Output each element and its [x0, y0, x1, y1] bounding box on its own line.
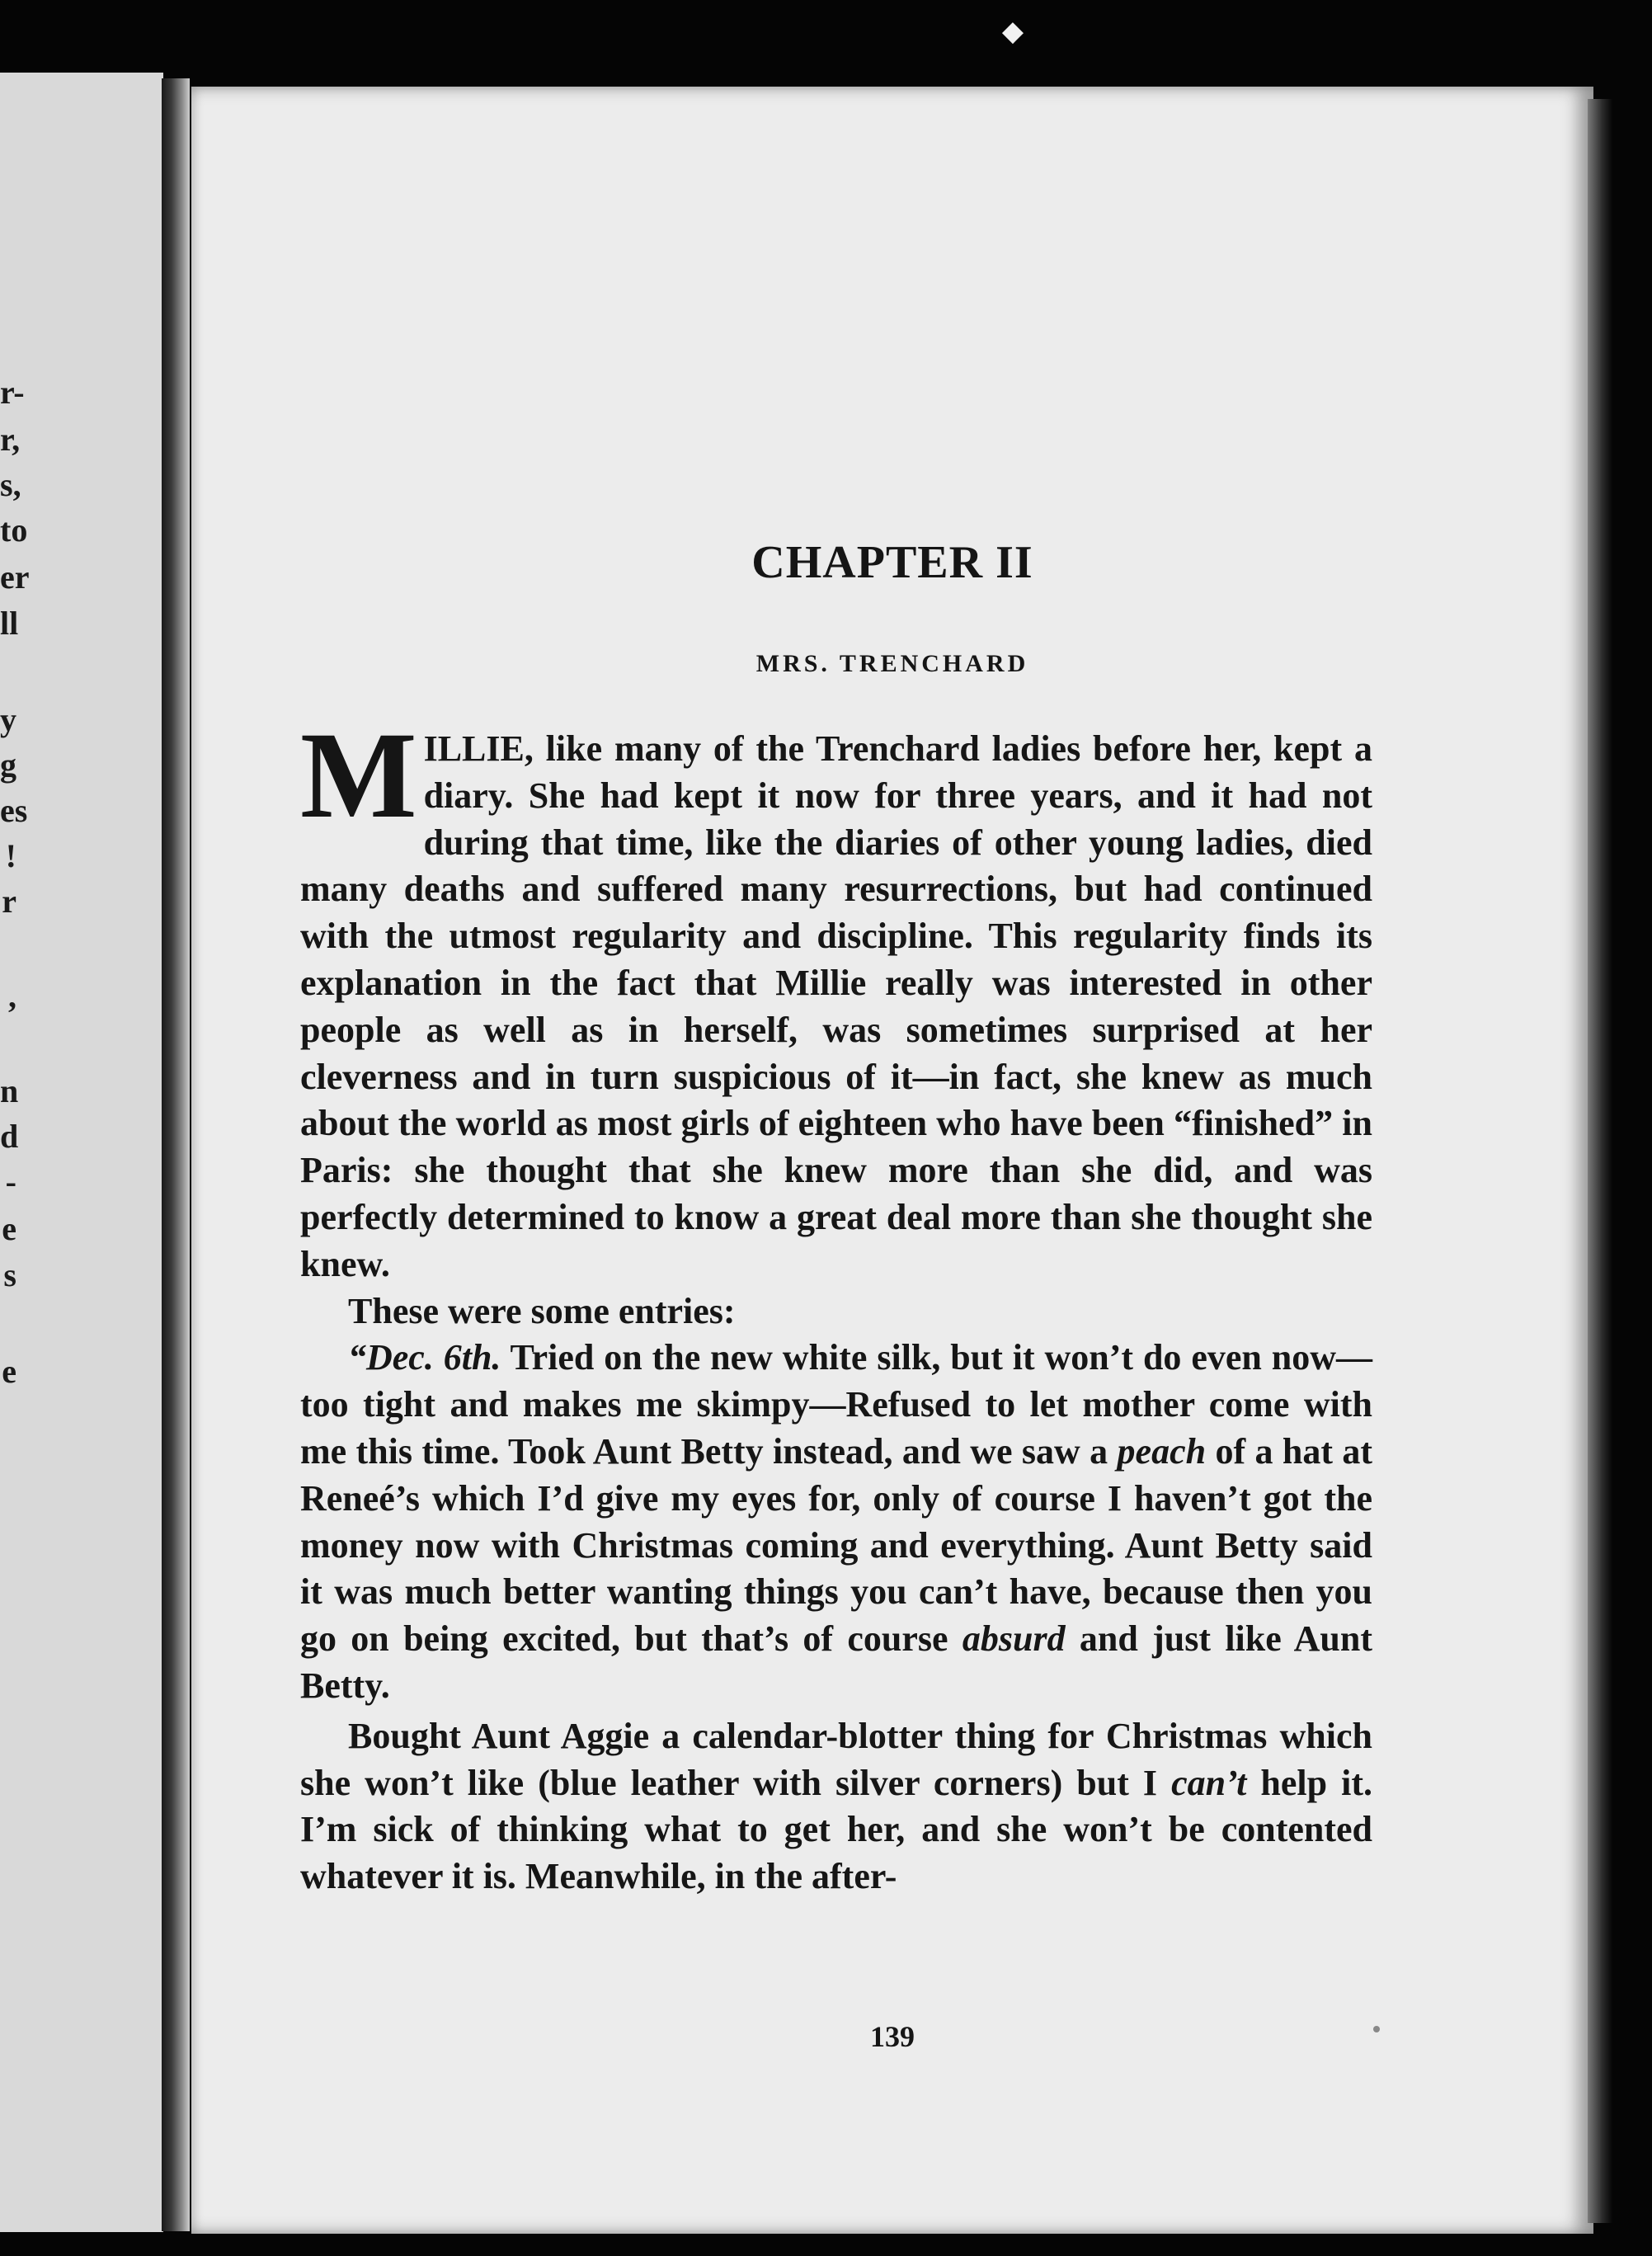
left-fragment: , — [8, 977, 16, 1015]
chapter-title: CHAPTER II — [751, 537, 1033, 588]
left-fragment: d — [0, 1118, 19, 1155]
diary-entry — [300, 1335, 1372, 1709]
entry-text: and just like Aunt Betty. — [300, 1618, 1373, 1706]
chapter-subtitle: MRS. TRENCHARD — [755, 650, 1029, 677]
left-fragment: es — [0, 792, 28, 829]
entry-emphasis: peach — [1117, 1430, 1207, 1472]
paragraph-text: help it. I’m sick of thinking what to get her, and she won’t be contented whatever it is. Meanwhile, in the after- — [300, 1762, 1373, 1897]
body-text — [300, 707, 1373, 1900]
opening-paragraph — [300, 707, 1372, 1288]
left-fragment: g — [0, 747, 16, 784]
left-fragment: r — [2, 883, 16, 920]
left-fragment: s, — [0, 466, 21, 503]
paragraph — [300, 1713, 1372, 1900]
book-gutter — [162, 78, 190, 2231]
left-fragment: y — [0, 701, 16, 738]
left-fragment: er — [0, 558, 30, 596]
left-fragment: to — [0, 511, 28, 549]
scan-mark-icon: ◆ — [1001, 16, 1024, 47]
left-fragment: n — [0, 1072, 19, 1109]
left-page — [0, 73, 163, 2232]
entries-intro: These were some entries: — [348, 1290, 736, 1331]
left-fragment: e — [2, 1210, 16, 1247]
left-fragment: ! — [5, 837, 16, 874]
entry-emphasis: absurd — [962, 1618, 1066, 1660]
left-fragment: - — [5, 1163, 16, 1200]
entry-date: “Dec. 6th. — [348, 1337, 501, 1378]
left-fragment: r, — [0, 421, 21, 458]
drop-cap: M — [300, 707, 417, 844]
left-fragment: r- — [0, 374, 25, 411]
left-fragment: s — [3, 1256, 16, 1293]
entry-text: of a hat at Reneé’s which I’d give my eyes for, only of course I haven’t got the money now with Christmas coming and everything. Aunt Betty said it was much better wanting things you can’t have, because then you go on being excited, but that’s of course — [300, 1430, 1372, 1660]
paragraph-text: Bought Aunt Aggie a calendar-blotter thing for Christmas which she won’t like (blue leather with silver corners) but I — [300, 1715, 1372, 1803]
paragraph-emphasis: can’t — [1171, 1762, 1247, 1803]
page-number: 139 — [870, 2020, 915, 2053]
left-fragment: e — [2, 1353, 16, 1390]
left-fragment: ll — [0, 605, 19, 642]
opening-text: ILLIE, like many of the Trenchard ladies before her, kept a diary. She had kept it now for three years, and it had not during that time, like the diaries of other young ladies, died many deaths and suffered many resurrections, but had continued with the utmost regularity and discipline. This regularity finds its explanation in the fact that Millie really was interested in other people as well as in herself, was sometimes surprised at her cleverness and in turn suspicious of it—in fact, she knew as much about the world as most girls of eighteen who have been “finished” in Paris: she thought that she knew more than she did, and was perfectly determined to know a great deal more than she thought she knew. — [300, 728, 1372, 1284]
left-page-fragments — [0, 73, 163, 2232]
right-page-edge — [1588, 99, 1612, 2223]
entry-text: Tried on the new white silk, but it won’t do even now—too tight and makes me skimpy—Refused to let mother come with me this time. Took Aunt Betty instead, and we saw a — [300, 1337, 1372, 1472]
